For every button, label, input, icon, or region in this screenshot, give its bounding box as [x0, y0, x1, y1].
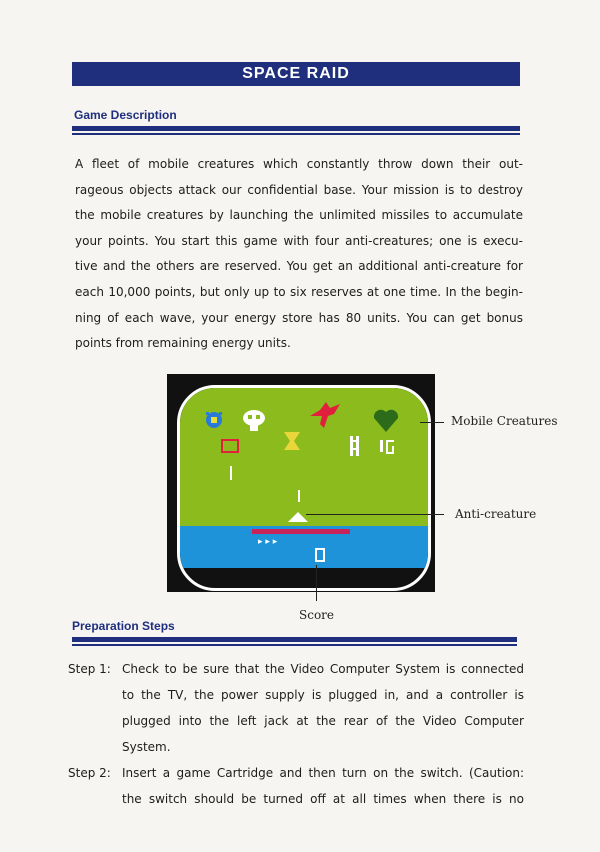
description-line: tive and the others are reserved. You get an additional anti-creature for [75, 259, 523, 274]
description-line: ning of each wave, your energy store has 80 units. You can get bonus [75, 310, 523, 325]
section-rule [72, 133, 520, 135]
description-line: rageous objects attack our confidential base. Your mission is to destroy [75, 182, 523, 197]
game-description-heading: Game Description [74, 108, 177, 122]
description-line: the mobile creatures by launching the unlimited missiles to accumulate [75, 208, 523, 223]
step-text [122, 760, 524, 812]
callout-line [306, 514, 444, 515]
energy-bar [252, 529, 350, 534]
step-line: plugged into the left jack at the rear of the Video Computer [122, 714, 524, 728]
section-rule [72, 637, 517, 642]
missile-icon [298, 490, 300, 502]
step-line: System. [122, 740, 171, 754]
playfield-sprites [180, 388, 428, 526]
step-line: the switch should be turned off at all times when there is no [122, 792, 524, 806]
step-text [122, 656, 524, 760]
white-skull-creature-icon [243, 410, 265, 431]
label-mobile-creatures: Mobile Creatures [451, 414, 558, 428]
step-line: Insert a game Cartridge and then turn on the switch. (Caution: [122, 766, 524, 780]
step-line: to the TV, the power supply is plugged in, and a controller is [122, 688, 524, 702]
page-title: SPACE RAID [72, 62, 520, 86]
section-rule [72, 644, 517, 646]
label-anti-creature: Anti-creature [455, 507, 537, 521]
status-area [180, 526, 428, 568]
reserve-markers: ▸ ▸ ▸ [258, 537, 278, 547]
description-line: A fleet of mobile creatures which constantly throw down their out- [75, 157, 523, 171]
step-line: Check to be sure that the Video Computer System is connected [122, 662, 524, 676]
green-heart-creature-icon [374, 410, 398, 432]
red-box-object-icon [222, 440, 238, 452]
preparation-steps-heading: Preparation Steps [72, 619, 175, 633]
playfield [180, 388, 428, 526]
callout-line [420, 422, 444, 423]
yellow-x-creature-icon [284, 432, 300, 450]
description-line: each 10,000 points, but only up to six reserves at one time. In the begin- [75, 284, 523, 299]
step-label: Step 1: [68, 662, 111, 676]
description-line: points from remaining energy units. [75, 336, 291, 351]
falling-object-icon [230, 466, 232, 480]
red-bird-creature-icon [310, 402, 340, 428]
game-description-text [75, 152, 523, 357]
white-striped-creature-icon [350, 436, 359, 456]
anti-creature-ship-icon [288, 512, 308, 522]
section-rule [72, 126, 520, 131]
callout-line [316, 565, 317, 601]
white-glyph-creature-icon [380, 440, 394, 454]
label-score: Score [299, 608, 335, 622]
score-display [315, 548, 325, 562]
tv-screen [177, 385, 431, 591]
step-label: Step 2: [68, 766, 111, 780]
description-line: your points. You start this game with four anti-creatures; one is execu- [75, 233, 523, 248]
blue-creature-icon [206, 412, 222, 428]
